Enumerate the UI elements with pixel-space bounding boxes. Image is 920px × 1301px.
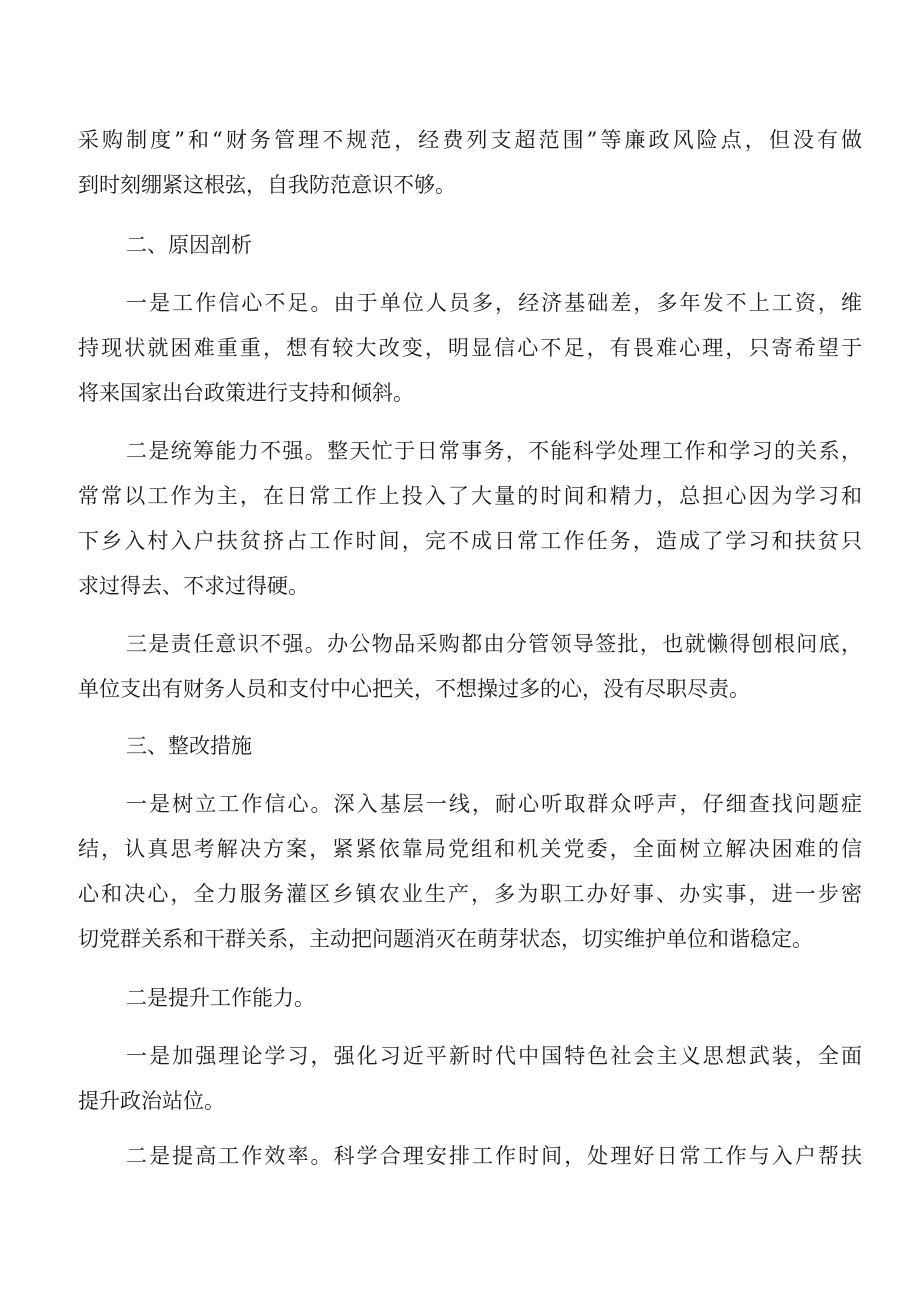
paragraph-4-line-2: 单位支出有财务人员和支付中心把关，不想操过多的心，没有尽职尽责。 [78,677,750,701]
paragraph-1-line-1: 采购制度”和“财务管理不规范，经费列支超范围”等廉政风险点，但没有做 [78,128,862,152]
paragraph-2-line-2: 持现状就困难重重，想有较大改变，明显信心不足，有畏难心理，只寄希望于 [78,336,862,360]
paragraph-2-line-1: 一是工作信心不足。由于单位人员多，经济基础差，多年发不上工资，维 [126,291,862,315]
paragraph-8-line-1: 二是提高工作效率。科学合理安排工作时间，处理好日常工作与入户帮扶 [126,1144,862,1168]
paragraph-5-line-3: 心和决心，全力服务灌区乡镇农业生产，多为职工办好事、办实事，进一步密 [78,882,862,906]
paragraph-5-line-2: 结，认真思考解决方案，紧紧依靠局党组和机关党委，全面树立解决困难的信 [78,837,862,861]
paragraph-3-line-2: 常常以工作为主，在日常工作上投入了大量的时间和精力，总担心因为学习和 [78,484,862,508]
section-heading-rectification-measures: 三、整改措施 [126,734,252,758]
paragraph-3-line-4: 求过得去、不求过得硬。 [78,574,309,598]
paragraph-4-line-1: 三是责任意识不强。办公物品采购都由分管领导签批，也就懒得刨根问底， [126,632,862,656]
paragraph-1-line-2: 到时刻绷紧这根弦，自我防范意识不够。 [78,173,456,197]
paragraph-7-line-2: 提升政治站位。 [78,1089,225,1113]
paragraph-5-line-1: 一是树立工作信心。深入基层一线，耐心听取群众呼声，仔细查找问题症 [126,792,862,816]
paragraph-2-line-3: 将来国家出台政策进行支持和倾斜。 [78,381,414,405]
subheading-improve-work-ability: 二是提升工作能力。 [126,986,315,1010]
paragraph-7-line-1: 一是加强理论学习，强化习近平新时代中国特色社会主义思想武装，全面 [126,1044,862,1068]
paragraph-5-line-4: 切党群关系和干群关系，主动把问题消灭在萌芽状态，切实维护单位和谐稳定。 [78,927,813,951]
paragraph-3-line-1: 二是统筹能力不强。整天忙于日常事务，不能科学处理工作和学习的关系， [126,439,862,463]
section-heading-cause-analysis: 二、原因剖析 [126,233,252,257]
paragraph-3-line-3: 下乡入村入户扶贫挤占工作时间，完不成日常工作任务，造成了学习和扶贫只 [78,529,862,553]
